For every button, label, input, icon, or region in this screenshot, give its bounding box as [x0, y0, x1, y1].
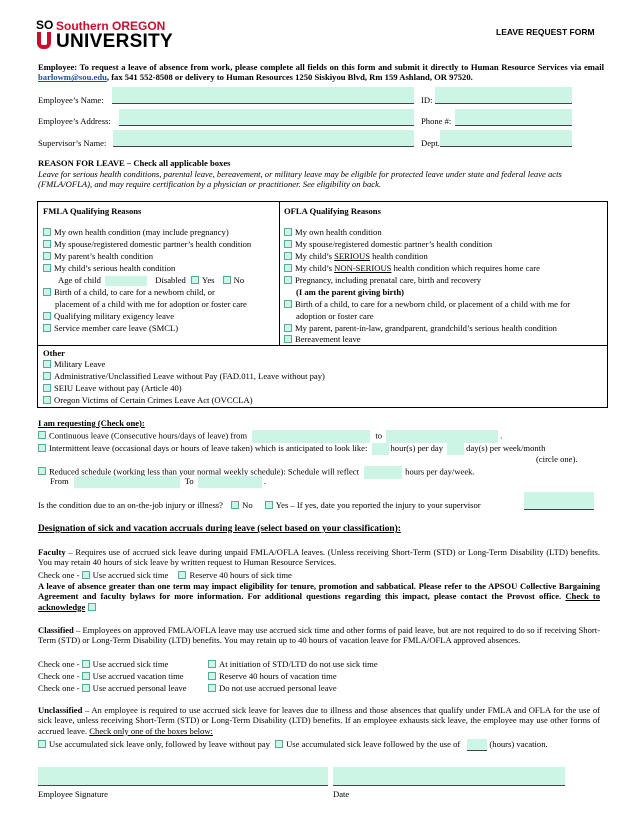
ofla-nonserious-post: health condition which requires home care	[391, 263, 540, 273]
age-of-child-input[interactable]	[105, 276, 147, 286]
ofla-birth-checkbox[interactable]	[284, 300, 292, 308]
reduced-from-label: From	[50, 476, 69, 486]
logo-u-shape	[37, 32, 51, 49]
disabled-label: Disabled	[155, 275, 186, 285]
date-label: Date	[333, 789, 350, 799]
other-admin-label: Administrative/Unclassified Leave without Pay (FAD.011, Leave without pay)	[54, 371, 325, 381]
fmla-option[interactable]	[43, 251, 153, 261]
intro-text	[38, 62, 604, 83]
date-input[interactable]	[333, 767, 565, 786]
disabled-no-checkbox[interactable]	[223, 276, 231, 284]
disabled-no-label: No	[233, 275, 245, 285]
continuous-to-input[interactable]	[386, 430, 498, 443]
fmla-parent-label: My parent’s health condition	[54, 251, 154, 261]
phone-input[interactable]	[455, 109, 572, 126]
ofla-option[interactable]	[284, 263, 540, 273]
ofla-spouse-label: My spouse/registered domestic partner’s health condition	[295, 239, 493, 249]
continuous-period: .	[500, 430, 503, 441]
form-title: LEAVE REQUEST FORM	[496, 27, 595, 37]
fmla-military-label: Qualifying military exigency leave	[54, 311, 175, 321]
reduced-hours-label: hours per day/week.	[405, 466, 475, 477]
fmla-child-label: My child’s serious health condition	[54, 263, 176, 273]
other-option[interactable]	[43, 359, 105, 369]
classified-check-one: Check one -	[38, 683, 82, 693]
classified-no-personal-option	[208, 683, 337, 693]
classified-std-label: At initiation of STD/LTD do not use sick time	[219, 659, 378, 669]
employee-address-label: Employee’s Address:	[38, 116, 111, 126]
supervisor-name-label: Supervisor’s Name:	[38, 138, 107, 148]
ofla-child-serious-checkbox[interactable]	[284, 252, 292, 260]
ofla-pregnancy-label: Pregnancy, including prenatal care, birth and recovery	[295, 275, 482, 285]
other-admin-checkbox[interactable]	[43, 372, 51, 380]
faculty-acknowledge-checkbox[interactable]	[88, 603, 96, 611]
classified-personal-checkbox[interactable]	[82, 684, 90, 692]
intermittent-leave-checkbox[interactable]	[38, 444, 46, 452]
reduced-hours-input[interactable]	[364, 466, 402, 479]
days-per-week-input[interactable]	[447, 443, 464, 455]
ofla-option[interactable]	[284, 227, 382, 237]
other-ovccla-checkbox[interactable]	[43, 396, 51, 404]
ofla-nonserious-pre: My child’s	[295, 263, 335, 273]
faculty-note	[38, 581, 600, 612]
intro-text-1: Employee: To request a leave of absence from work, please complete all fields on this form and submit it directly to Human Resource Services via email	[38, 62, 604, 72]
injury-question: Is the condition due to an on-the-job injury or illness?	[38, 500, 223, 510]
fmla-option[interactable]	[43, 287, 215, 297]
injury-report-date-input[interactable]	[524, 492, 594, 510]
fmla-option[interactable]	[43, 239, 251, 249]
unclassified-text: – An employee is required to use accrued sick leave for leaves due to illness and those absences that qualify under FMLA and OFLA for the use of sick leave, unless receiving Short-Term (STD) or Long-Term Disability (LTD) benefits. If an employee exhausts sick leave, the employee may use other forms of accrued leave.	[38, 705, 600, 736]
fmla-option[interactable]	[43, 311, 174, 321]
table-column-divider	[279, 202, 280, 345]
ofla-heading: OFLA Qualifying Reasons	[284, 206, 381, 216]
other-military-checkbox[interactable]	[43, 360, 51, 368]
logo-bottom-text: UNIVERSITY	[56, 31, 174, 52]
ofla-child-serious-emph: SERIOUS	[334, 251, 370, 261]
ofla-bereavement-checkbox[interactable]	[284, 335, 292, 343]
ofla-child-serious-pre: My child’s	[295, 251, 335, 261]
faculty-reserve-checkbox[interactable]	[178, 571, 186, 579]
other-seiu-label: SEIU Leave without pay (Article 40)	[54, 383, 182, 393]
unclassified-sick-only-checkbox[interactable]	[38, 740, 46, 748]
classified-paragraph	[38, 625, 600, 646]
employee-name-input[interactable]	[112, 87, 414, 104]
fmla-birth-label-2: placement of a child with me for adoption or foster care	[55, 299, 247, 309]
classified-std-checkbox[interactable]	[208, 660, 216, 668]
other-heading: Other	[43, 348, 65, 358]
ofla-pregnancy-checkbox[interactable]	[284, 276, 292, 284]
faculty-check-row	[38, 570, 292, 580]
faculty-use-sick-label: Use accrued sick time	[92, 570, 169, 580]
classified-text: – Employees on approved FMLA/OFLA leave may use accrued sick time and other forms of paid leave, but are not required to do so if receiving Short-Term (STD) or Long-Term Disability (LTD) benefits. You may retain up to 40 hours of vacation leave for FMLA/OFLA approved absences.	[38, 625, 600, 646]
fmla-option[interactable]	[43, 323, 178, 333]
unclassified-sick-vacation-label: Use accumulated sick leave followed by the use of	[286, 739, 461, 749]
leave-reasons-table	[37, 201, 608, 408]
sou-logo	[36, 18, 176, 52]
fmla-birth-checkbox[interactable]	[43, 288, 51, 296]
ofla-spouse-checkbox[interactable]	[284, 240, 292, 248]
continuous-leave-row	[38, 430, 502, 443]
reduced-from-input[interactable]	[74, 476, 180, 488]
reason-note: Leave for serious health conditions, parental leave, bereavement, or military leave may be eligible for protected leave under state and federal leave acts (FMLA/OFLA), and may require certification by a physician or practitioner. See eligibility on back.	[38, 169, 562, 190]
unclassified-label: Unclassified	[38, 705, 83, 715]
ofla-parent-birth-note: (I am the parent giving birth)	[296, 287, 404, 297]
fmla-smcl-checkbox[interactable]	[43, 324, 51, 332]
fmla-military-checkbox[interactable]	[43, 312, 51, 320]
ofla-parent-in-law-label: My parent, parent-in-law, grandparent, grandchild’s serious health condition	[295, 323, 557, 333]
faculty-reserve-label: Reserve 40 hours of sick time	[189, 570, 292, 580]
ofla-option[interactable]	[284, 239, 492, 249]
continuous-leave-label: Continuous leave (Consecutive hours/days of leave) from	[49, 430, 248, 441]
fmla-birth-label-1: Birth of a child, to care for a newborn child, or	[54, 287, 215, 297]
classified-check-one: Check one -	[38, 659, 82, 669]
unclassified-sick-only-label: Use accumulated sick leave only, followed by leave without pay	[49, 739, 270, 749]
dept-input[interactable]	[440, 130, 572, 147]
continuous-leave-checkbox[interactable]	[38, 431, 46, 439]
designation-heading: Designation of sick and vacation accruals during leave (select based on your classification):	[38, 524, 401, 534]
classified-row	[38, 671, 184, 681]
classified-personal-label: Use accrued personal leave	[92, 683, 187, 693]
classified-std-option	[208, 659, 378, 669]
vacation-hours-label: (hours) vacation.	[489, 739, 548, 749]
ofla-birth-label-1: Birth of a child, to care for a newborn child, or placement of a child with me for	[295, 299, 571, 309]
circle-one-note: (circle one).	[536, 454, 578, 464]
fmla-heading: FMLA Qualifying Reasons	[43, 206, 142, 216]
injury-row	[38, 500, 481, 510]
classified-sick-checkbox[interactable]	[82, 660, 90, 668]
days-per-week-label: day(s) per week/month	[466, 443, 546, 453]
fmla-parent-checkbox[interactable]	[43, 252, 51, 260]
reduced-schedule-label: Reduced schedule (working less than your normal weekly schedule): Schedule will reflect	[49, 466, 359, 477]
intermittent-leave-row	[38, 443, 545, 455]
fmla-option[interactable]	[43, 227, 229, 237]
vacation-hours-input[interactable]	[467, 739, 487, 751]
reduced-period: .	[263, 476, 267, 486]
other-option[interactable]	[43, 371, 325, 381]
other-ovccla-label: Oregon Victims of Certain Crimes Leave Act (OVCCLA)	[54, 395, 253, 405]
classified-reserve-label: Reserve 40 hours of vacation time	[219, 671, 337, 681]
faculty-acknowledge-label: Check to acknowledge	[38, 591, 601, 612]
other-option[interactable]	[43, 383, 182, 393]
injury-yes-label: Yes – If yes, date you reported the injury to your supervisor	[275, 500, 481, 510]
fmla-own-checkbox[interactable]	[43, 228, 51, 236]
continuous-from-input[interactable]	[252, 430, 370, 443]
ofla-option[interactable]	[284, 334, 361, 344]
ofla-option[interactable]	[284, 275, 481, 285]
ofla-bereavement-label: Bereavement leave	[295, 334, 361, 344]
faculty-text: – Requires use of accrued sick leave during unpaid FMLA/OFLA leaves. (Unless receiving Short-Term (STD) or Long-Term Disability (LTD) benefits. You may retain 40 hours of sick leave by written request to Human Resource Services.	[38, 547, 600, 568]
injury-no-checkbox[interactable]	[231, 501, 239, 509]
fmla-spouse-checkbox[interactable]	[43, 240, 51, 248]
disabled-yes-label: Yes	[202, 275, 215, 285]
classified-no-personal-label: Do not use accrued personal leave	[219, 683, 337, 693]
fmla-own-label: My own health condition (may include pregnancy)	[54, 227, 229, 237]
classified-reserve-checkbox[interactable]	[208, 672, 216, 680]
classified-check-one: Check one -	[38, 671, 82, 681]
dept-label: Dept.	[421, 138, 440, 148]
unclassified-check-below: Check only one of the boxes below:	[89, 725, 213, 736]
requesting-heading: I am requesting (Check one):	[38, 418, 145, 428]
id-label: ID:	[421, 95, 433, 105]
classified-vacation-checkbox[interactable]	[82, 672, 90, 680]
fmla-child-age-row	[58, 275, 244, 286]
hours-per-day-input[interactable]	[372, 443, 389, 455]
faculty-use-sick-checkbox[interactable]	[82, 571, 90, 579]
ofla-nonserious-emph: NON-SERIOUS	[334, 263, 392, 273]
faculty-label: Faculty	[38, 547, 66, 557]
hours-per-day-label: hour(s) per day	[390, 443, 443, 453]
faculty-paragraph	[38, 547, 600, 568]
reduced-to-input[interactable]	[198, 476, 262, 488]
other-military-label: Military Leave	[54, 359, 106, 369]
id-input[interactable]	[435, 87, 572, 104]
logo-mark-text: SO	[36, 18, 54, 32]
faculty-check-one: Check one -	[38, 570, 82, 580]
intro-email-link[interactable]: barlowm@sou.edu	[38, 72, 107, 83]
disabled-yes-checkbox[interactable]	[191, 276, 199, 284]
other-seiu-checkbox[interactable]	[43, 384, 51, 392]
logo-top-text: Southern OREGON	[56, 19, 166, 33]
table-row-divider	[38, 345, 607, 346]
employee-signature-input[interactable]	[38, 767, 328, 786]
classified-row	[38, 659, 168, 669]
fmla-spouse-label: My spouse/registered domestic partner’s health condition	[54, 239, 252, 249]
ofla-option[interactable]	[284, 323, 557, 333]
ofla-birth-label-2: adoption or foster care	[296, 311, 374, 321]
ofla-option[interactable]	[284, 299, 570, 309]
ofla-parent-in-law-checkbox[interactable]	[284, 324, 292, 332]
injury-no-label: No	[242, 500, 253, 510]
age-of-child-label: Age of child	[58, 275, 101, 285]
faculty-note-text: A leave of absence greater than one term may impact eligibility for tenure, promotion and sabbatical. Please refer to the APSOU Collective Bargaining Agreement and faculty bylaws for more information. For additional questions regarding this impact, please contact the Provost office.	[38, 581, 600, 602]
other-option[interactable]	[43, 395, 253, 405]
classified-row	[38, 683, 186, 693]
continuous-to-label: to	[375, 430, 383, 441]
ofla-child-nonserious-checkbox[interactable]	[284, 264, 292, 272]
intro-text-2: , fax 541 552-8508 or delivery to Human Resources 1250 Siskiyou Blvd, Rm 159 Ashland, OR 97520.	[106, 72, 473, 83]
unclassified-sick-vacation-checkbox[interactable]	[275, 740, 283, 748]
classified-label: Classified	[38, 625, 74, 635]
unclassified-paragraph	[38, 705, 600, 736]
ofla-own-checkbox[interactable]	[284, 228, 292, 236]
reduced-schedule-checkbox[interactable]	[38, 467, 46, 475]
classified-vacation-label: Use accrued vacation time	[92, 671, 184, 681]
ofla-own-label: My own health condition	[295, 227, 382, 237]
supervisor-name-input[interactable]	[113, 130, 414, 147]
phone-label: Phone #:	[421, 116, 452, 126]
unclassified-options-row	[38, 739, 548, 751]
classified-sick-label: Use accrued sick time	[92, 659, 169, 669]
reduced-dates-row	[50, 476, 266, 488]
reason-heading: REASON FOR LEAVE – Check all applicable boxes	[38, 158, 231, 168]
reduced-to-label: To	[184, 476, 194, 486]
employee-name-label: Employee’s Name:	[38, 95, 104, 105]
employee-address-input[interactable]	[119, 109, 414, 126]
fmla-smcl-label: Service member care leave (SMCL)	[54, 323, 179, 333]
classified-reserve-option	[208, 671, 337, 681]
fmla-child-checkbox[interactable]	[43, 264, 51, 272]
employee-signature-label: Employee Signature	[38, 789, 108, 799]
injury-yes-checkbox[interactable]	[265, 501, 273, 509]
fmla-option[interactable]	[43, 263, 175, 273]
classified-no-personal-checkbox[interactable]	[208, 684, 216, 692]
ofla-child-serious-post: health condition	[369, 251, 428, 261]
ofla-option[interactable]	[284, 251, 428, 261]
intermittent-leave-label: Intermittent leave (occasional days or hours of leave taken) which is anticipated to look like:	[49, 443, 368, 453]
